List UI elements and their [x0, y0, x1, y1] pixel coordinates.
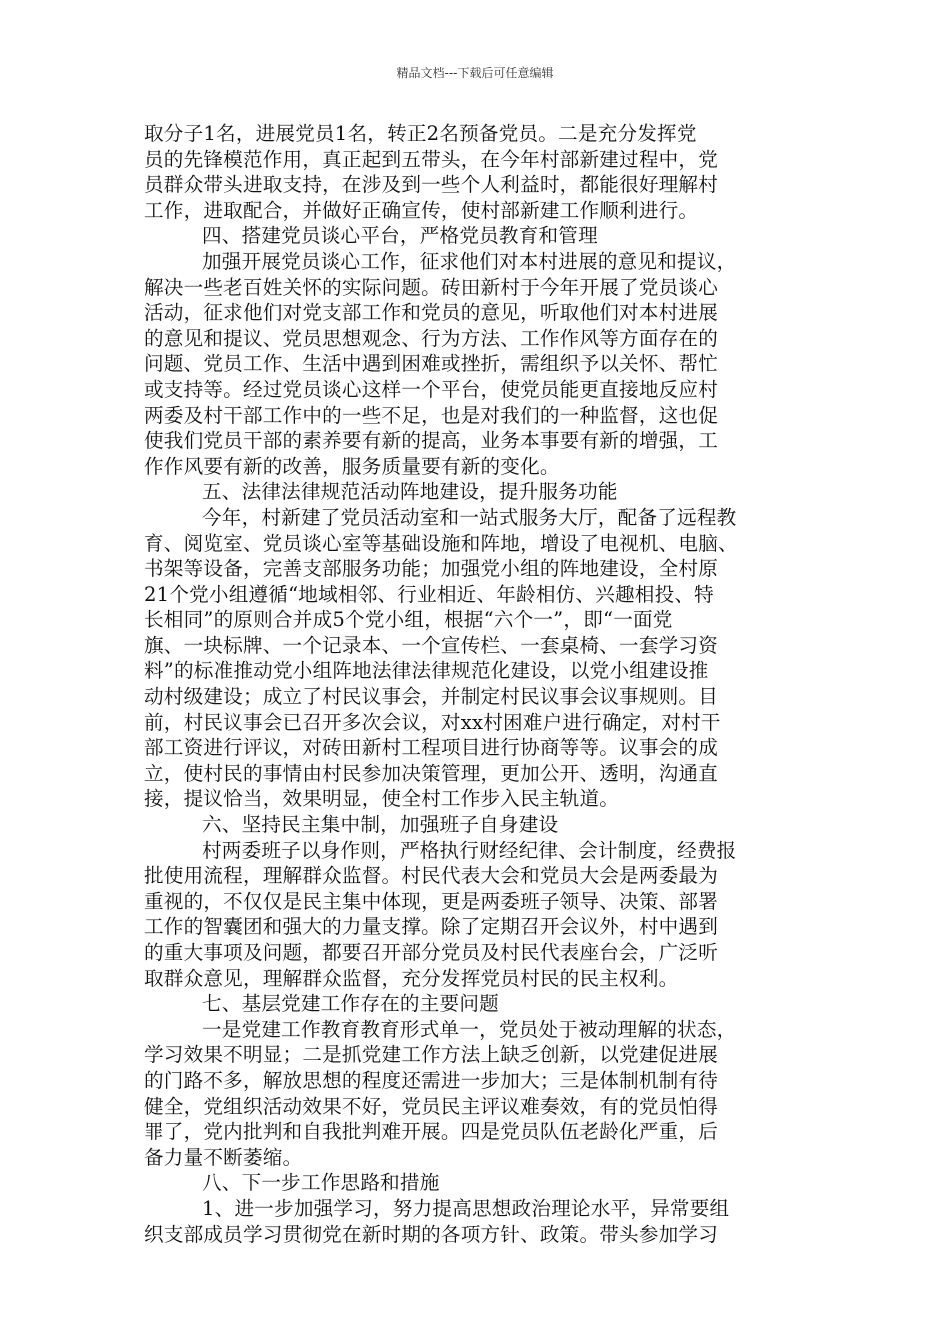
text-line: 工作，进取配合，并做好正确宣传，使村部新建工作顺利进行。 — [144, 198, 699, 222]
text-line: 接，提议恰当，效果明显，使全村工作步入民主轨道。 — [144, 787, 620, 811]
text-line: 备力量不断萎缩。 — [144, 1145, 303, 1169]
text-line: 活动，征求他们对党支部工作和党员的意见，听取他们对本村进展 — [144, 301, 719, 325]
text-line: 八、下一步工作思路和措施 — [202, 1171, 440, 1195]
text-line: 育、阅览室、党员谈心室等基础设施和阵地，增设了电视机、电脑、 — [144, 531, 738, 555]
text-line: 的意见和提议、党员思想观念、行为方法、工作作风等方面存在的 — [144, 326, 719, 350]
text-line: 四、搭建党员谈心平台，严格党员教育和管理 — [202, 224, 598, 248]
text-line: 解决一些老百姓关怀的实际问题。砖田新村于今年开展了党员谈心 — [144, 275, 719, 299]
text-line: 织支部成员学习贯彻党在新时期的各项方针、政策。带头参加学习 — [144, 1222, 719, 1246]
document-body — [144, 121, 808, 1247]
text-line: 问题、党员工作、生活中遇到困难或挫折，需组织予以关怀、帮忙 — [144, 352, 719, 376]
text-line: 立，使村民的事情由村民参加决策管理，更加公开、透明，沟通直 — [144, 761, 719, 785]
text-line: 的门路不多，解放思想的程度还需进一步加大；三是体制机制有待 — [144, 1068, 719, 1092]
text-line: 的重大事项及问题，都要召开部分党员及村民代表座台会，广泛听 — [144, 941, 719, 964]
page-header: 精品文档---下载后可任意编辑 — [396, 66, 554, 80]
text-line: 罪了，党内批判和自我批判难开展。四是党员队伍老龄化严重，后 — [144, 1120, 719, 1144]
text-line: 健全，党组织活动效果不好，党员民主评议难奏效，有的党员怕得 — [144, 1094, 719, 1118]
text-line: 村两委班子以身作则，严格执行财经纪律、会计制度，经费报 — [202, 838, 737, 862]
text-line: 重视的，不仅仅是民主集中体现，更是两委班子领导、决策、部署 — [144, 889, 719, 913]
text-line: 七、基层党建工作存在的主要问题 — [202, 992, 499, 1016]
text-line: 作作风要有新的改善，服务质量要有新的变化。 — [144, 454, 560, 478]
text-line: 六、坚持民主集中制，加强班子自身建设 — [202, 813, 559, 837]
text-line: 取分子1名，进展党员1名，转正2名预备党员。二是充分发挥党 — [144, 122, 697, 145]
text-line: 前，村民议事会已召开多次会议，对xx村困难户进行确定，对村干 — [144, 710, 721, 734]
text-line: 取群众意见，理解群众监督，充分发挥党员村民的民主权利。 — [144, 966, 679, 990]
text-line: 部工资进行评议，对砖田新村工程项目进行协商等等。议事会的成 — [144, 736, 719, 760]
text-line: 书架等设备，完善支部服务功能；加强党小组的阵地建设，全村原 — [144, 557, 719, 581]
text-line: 批使用流程，理解群众监督。村民代表大会和党员大会是两委最为 — [144, 864, 719, 888]
text-line: 员的先锋模范作用，真正起到五带头，在今年村部新建过程中，党 — [144, 147, 719, 171]
text-line: 旗、一块标牌、一个记录本、一个宣传栏、一套桌椅、一套学习资 — [144, 633, 719, 657]
text-line: 料”的标准推动党小组阵地法律法律规范化建设，以党小组建设推 — [144, 659, 709, 683]
text-line: 五、法律法律规范活动阵地建设，提升服务功能 — [202, 480, 618, 504]
text-line: 今年，村新建了党员活动室和一站式服务大厅，配备了远程教 — [202, 505, 737, 529]
text-line: 使我们党员干部的素养要有新的提高，业务本事要有新的增强，工 — [144, 429, 719, 453]
text-line: 加强开展党员谈心工作，征求他们对本村进展的意见和提议， — [202, 249, 737, 273]
text-line: 动村级建设；成立了村民议事会，并制定村民议事会议事规则。目 — [144, 685, 719, 709]
text-line: 或支持等。经过党员谈心这样一个平台，使党员能更直接地反应村 — [144, 377, 719, 401]
text-line: 长相同”的原则合并成5个党小组，根据“六个一”，即“一面党 — [144, 608, 673, 632]
text-line: 工作的智囊团和强大的力量支撑。除了定期召开会议外，村中遇到 — [144, 915, 719, 939]
text-line: 21个党小组遵循“地域相邻、行业相近、年龄相仿、兴趣相投、特 — [144, 582, 714, 606]
text-line: 两委及村干部工作中的一些不足，也是对我们的一种监督，这也促 — [144, 403, 719, 427]
text-line: 一是党建工作教育教育形式单一，党员处于被动理解的状态， — [202, 1017, 737, 1041]
text-line: 学习效果不明显；二是抓党建工作方法上缺乏创新，以党建促进展 — [144, 1043, 719, 1067]
text-line: 1、进一步加强学习，努力提高思想政治理论水平，异常要组 — [202, 1196, 730, 1220]
text-line: 员群众带头进取支持，在涉及到一些个人利益时，都能很好理解村 — [144, 173, 719, 197]
